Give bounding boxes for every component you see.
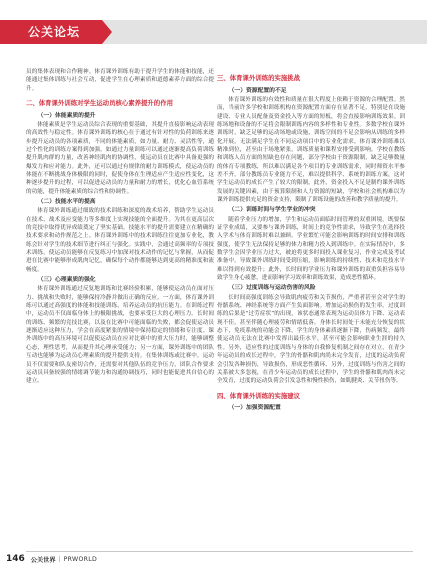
body-paragraph: 体育课外训练的有效性和质量在很大程度上依赖于资源的合理配置。然而，当前许多学校和训练机构在资源配置方面存在显著不足，特别是在设施建设、专业人员配备及资金投入等方面的短板，将会直接影响训练效果。训练场地和设备的不足将会限制训练内容的多样性和专业性。多数学校在课外训练时，缺乏足够的运动场地或设施，训练空间的不足会影响从训练的多样化开展，无法满足学生在不同运动项目中的专业化需求。体育课外训练难以精准到位，甚至由于场地紧张，训练质量和课程安排受到影响。学校在教练和训练人员方面的短缺也存在问题，部分学校由于资源限制，缺乏足够数量的体育专项教练，所以难以满足各个项目的专业训练需求，同时师资水平参差不齐，部分教练员专业能力不足，难以提供科学、系统的训练方案，这对学生运动员的成长产生了较大的限制。此外，资金投入不足是制约课外训练发展的关键因素，由于预算限制和人力资源的短缺，学校和社会机构难以为课外训练提供充足的资金支持，限制了训练设施的改善和教学质量的提升。 (217, 96, 405, 203)
section-heading: 三、体育课外训练的实施挑战 (217, 74, 301, 82)
body-paragraph: 长时间高强度训练会导致肌肉疲劳和关节损伤，严重者甚至会对学生的骨骼系统、神经系统等方面产生负面影响。增加运动损伤的发生率。过度训练的后果是“过劳症状”的出现，该状态通常表现为运动员体力下降、运动表现不佳，甚至伴随心理疲劳和情绪低落。身体长时间处于未能充分恢复的状态下，免疫系统的功能会下降，学生的身体素质逐渐下降，伤病频发。最终使运动员无法在比赛中发挥出最佳水平，甚至可能会影响职业生涯的持久性。另外，适应性的过度训练与身体的自我修复机制之间存在对立，在青少年运动员的成长过程中，学生的骨骼和肌肉尚未完全发育，过度的运动负荷会引发各种损伤，导致损伤，形成恶性循环、另外，过度训练与伤害之间的关系被大多忽视，在青少年运动员的成长过程中，学生的骨骼和肌肉尚未完全发育，过度的运动负荷会引发急性和慢性损伤，如肌腱炎、关节扭伤等。 (217, 294, 405, 385)
left-column (26, 68, 214, 386)
subsection-heading: （一）体能素质的提升 (37, 112, 96, 119)
section-heading: 四、体育课外训练的实施建议 (217, 391, 301, 400)
subsection-heading: （三）心理素质的强化 (37, 277, 96, 284)
magazine-name: 公关世界 (30, 556, 56, 564)
right-column (217, 68, 405, 413)
subsection-heading: （二）技能水平的提高 (37, 198, 96, 205)
footer-divider (26, 551, 413, 552)
subsection-heading: （一）加强资源配置 (228, 405, 281, 412)
body-paragraph: 随着学业压力的增加，学生和运动员面临时间管理的双重困境。既要保证学业成绩，又要参与课外训练，时间上的竞争性需求，导致学生在选择投入学术与体育训练时难以兼顾。学业繁忙可能会影响训练的时间安排和训练强度，使学生无法保持足够的体力和精力投入到训练中。在实际情况中，多数学生会因学业压力过大，被迫将更多时间投入课业复习，作业完成及考试准备中，导致课外训练时间受到压缩，影响训练的持续性、技术和竞技水平难以得到有效提升；此外，长时间的学业压力和课外训练的双重负担容易导致学生身心疲惫，进而影响学习效率和训练效果，造成恶性循环。 (217, 216, 405, 282)
section-tag: 公关论坛 (0, 20, 102, 44)
body-paragraph: 体能素质是学生运动员综合表现的重要基础，其提升直接影响运动表现的高效性与稳定性。体育课外训练的核心在于通过有针对性的负荷训练来逐步提升运动员的各项素质，不同的体能素质，如力量、耐力、灵活性等，通过个性化的训练方案得到加强。如通过力量训练可以通过逐渐提高负荷训练提升肌肉群的力量，改善神经肌肉的协调性，使运动员在比赛中具备更强的爆发力和应对能力。此外，还可以通过有规律的耐力训练模式，使运动员的体能在不断挑战身体极限的同时，促使身体在生理适应产生适应性变化，这种逐步提升的过程，可以促进运动员的力量和耐力的增长，优化心血管系统的功能，提升体能素质的综合性和协调性。 (26, 121, 214, 195)
subsection-heading: （二）训练时间与学生学业的冲突 (228, 207, 316, 214)
body-paragraph: 体育课外训练通过细致的技术训练和深度的战术培养，帮助学生运动员在技术、战术及应变能力等多维度上实现技能的全面提升。为其在更高层次的竞技中取得优异成绩奠定了坚实基础。技能水平的提升需要建立在精确的技术要求和动作规范之上。体育课外训练中的技术训练往往更加专业化，教练会针对学生的技术细节进行纠正与强化。实践中，会通过高频率的专项技术训练，使运动员能够在反复练习中加深对技术动作的记忆与掌握，从而促进在比赛中能够形成肌肉记忆，确保每个动作都能够达到更高的精准度和流畅度。 (26, 208, 214, 273)
subsection-heading: （一）资源配置的不足 (228, 87, 287, 94)
body-paragraph: 体育课外训练通过反复地训练和比赛经验积累，能够使运动员在面对压力、挑战和失败时，能够保持冷静并做出正确的反应。一方面，体育课外训练可以通过高强度的体能和技能训练，培养运动员的抗压能力。在训练过程中，运动员不仅面临身体上的极限挑战，也要承受巨大的心理压力。长时间的训练、频繁的竞技比赛，以及在比赛中可能面临的失败，都会促使运动员逐渐适应这种压力，学会在高度紧张的情境中保持稳定的情绪和专注度。课外训练中的高压环境可以促使运动员在应对比赛中的重大压力时，能够调整心态，理性思考，从而提升其心理承受能力；另一方面，课外训练中的团队互动也能够为运动员心理素质的提升提供支持。在集体训练或比赛中，运动员不仅需要和队友密切合作，还需要对其他队伍的竞争压力，团队合作要求运动员具备较强的情绪调节能力和沟通协调技巧，同时也能促进其自信心的建立。 (26, 286, 214, 385)
subsection-heading: （三）过度训练与运动伤害的风险 (228, 285, 316, 292)
section-heading: 二、体育课外训练对学生运动员核心素养提升的作用 (26, 99, 173, 108)
footer-separator: | (58, 555, 61, 563)
body-paragraph: 员的集体表现和合作精神。体育课外训练有助于提升学生的体能和技能，还能通过集体训练与社会互动，促进学生在心理素质和道德素养方面的综合提升。 (26, 69, 214, 92)
page-footer (6, 553, 97, 565)
magazine-latin-name: PRWORLD (63, 555, 98, 563)
page-number: 146 (6, 554, 25, 564)
